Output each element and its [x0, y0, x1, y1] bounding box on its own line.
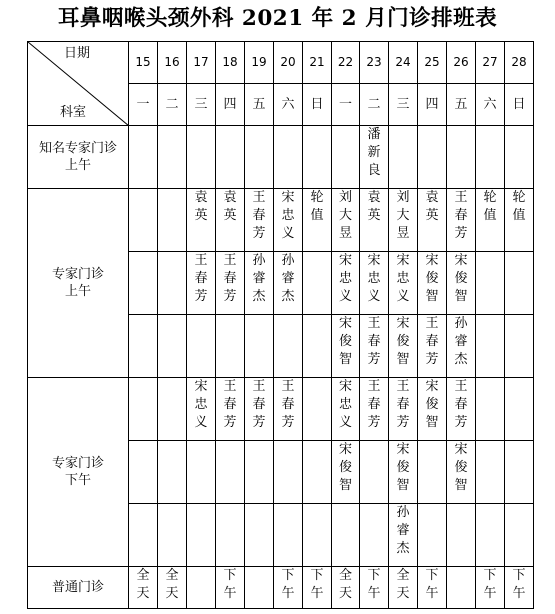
expert-pm-cell — [476, 378, 505, 441]
expert-am-cell — [216, 252, 245, 315]
expert-am-cell — [360, 252, 389, 315]
expert-pm-cell — [129, 441, 158, 504]
date-cell — [187, 42, 216, 84]
date-text: 20 — [280, 55, 296, 69]
expert-am-text: 宋忠义 — [339, 253, 353, 304]
famous-expert-cell — [129, 126, 158, 189]
weekday-cell — [505, 84, 534, 126]
expert-pm-cell — [158, 378, 187, 441]
expert-pm-cell — [389, 378, 418, 441]
general-clinic-text: 下午 — [281, 568, 295, 601]
expert-pm-cell — [245, 441, 274, 504]
expert-pm-cell — [245, 378, 274, 441]
famous-expert-cell — [216, 126, 245, 189]
expert-am-label-line2: 上午 — [64, 284, 91, 299]
expert-pm-cell — [389, 504, 418, 567]
weekday-cell — [332, 84, 360, 126]
famous-expert-cell — [332, 126, 360, 189]
expert-pm-cell — [332, 441, 360, 504]
famous-expert-text: 潘新良 — [367, 127, 381, 178]
expert-pm-text: 宋俊智 — [396, 442, 410, 493]
date-cell — [303, 42, 332, 84]
expert-am-cell — [332, 315, 360, 378]
expert-pm-cell — [332, 378, 360, 441]
date-cell — [389, 42, 418, 84]
expert-am-text: 宋俊智 — [454, 253, 468, 304]
page-title: 耳鼻咽喉头颈外科 2021 年 2 月门诊排班表 — [57, 6, 498, 31]
expert-am-label-line1: 专家门诊 — [51, 267, 104, 282]
weekday-cell — [274, 84, 303, 126]
famous-expert-cell — [418, 126, 447, 189]
expert-am-text: 宋忠义 — [396, 253, 410, 304]
expert-am-cell — [187, 252, 216, 315]
weekday-cell — [303, 84, 332, 126]
date-text: 26 — [453, 55, 469, 69]
expert-am-cell — [274, 252, 303, 315]
expert-pm-label-line1: 专家门诊 — [51, 456, 104, 471]
expert-pm-cell — [418, 504, 447, 567]
expert-pm-cell — [187, 441, 216, 504]
expert-am-cell — [360, 315, 389, 378]
expert-am-text: 宋忠义 — [367, 253, 381, 304]
expert-am-text: 孙睿杰 — [252, 253, 266, 304]
weekday-text: 二 — [165, 97, 179, 112]
general-clinic-cell — [158, 567, 187, 609]
date-text: 23 — [366, 55, 382, 69]
expert-am-text: 王春芳 — [252, 190, 266, 241]
expert-pm-cell — [505, 441, 534, 504]
date-text: 22 — [337, 55, 354, 69]
expert-pm-text: 宋俊智 — [425, 379, 439, 430]
weekday-text: 五 — [252, 97, 266, 112]
date-text: 15 — [135, 55, 151, 69]
famous-expert-cell — [303, 126, 332, 189]
general-clinic-text: 下午 — [512, 568, 526, 601]
general-clinic-text: 下午 — [310, 568, 324, 601]
expert-pm-cell — [216, 504, 245, 567]
general-clinic-cell — [216, 567, 245, 609]
expert-pm-text: 王春芳 — [252, 379, 266, 430]
weekday-text: 三 — [396, 97, 410, 112]
date-text: 28 — [511, 55, 527, 69]
expert-am-text: 刘大昱 — [339, 190, 353, 241]
expert-am-text: 袁英 — [425, 190, 439, 223]
expert-am-cell — [158, 252, 187, 315]
expert-pm-text: 宋忠义 — [194, 379, 208, 430]
header-corner — [28, 42, 129, 126]
expert-pm-cell — [129, 378, 158, 441]
date-cell — [274, 42, 303, 84]
weekday-cell — [360, 84, 389, 126]
famous-expert-cell — [245, 126, 274, 189]
expert-am-text: 王春芳 — [223, 253, 237, 304]
general-clinic-cell — [447, 567, 476, 609]
famous-expert-cell — [274, 126, 303, 189]
expert-am-cell — [505, 252, 534, 315]
expert-pm-text: 宋俊智 — [454, 442, 468, 493]
weekday-text: 三 — [194, 97, 208, 112]
expert-am-text: 轮值 — [512, 190, 526, 223]
expert-am-cell — [303, 189, 332, 252]
famous-expert-cell — [360, 126, 389, 189]
weekday-cell — [187, 84, 216, 126]
expert-am-cell — [389, 189, 418, 252]
expert-am-cell — [129, 189, 158, 252]
date-cell — [360, 42, 389, 84]
expert-am-cell — [187, 315, 216, 378]
general-clinic-label: 普通门诊 — [28, 567, 129, 609]
expert-am-cell — [505, 189, 534, 252]
date-cell — [332, 42, 360, 84]
expert-pm-text: 宋俊智 — [339, 442, 353, 493]
expert-pm-text: 王春芳 — [396, 379, 410, 430]
expert-pm-cell — [447, 441, 476, 504]
expert-am-text: 刘大昱 — [396, 190, 410, 241]
weekday-text: 四 — [425, 97, 439, 112]
weekday-text: 二 — [367, 97, 381, 112]
weekday-cell — [129, 84, 158, 126]
date-text: 21 — [309, 55, 325, 69]
expert-pm-text: 孙睿杰 — [396, 505, 410, 556]
expert-am-text: 王春芳 — [425, 316, 439, 367]
expert-am-cell — [389, 252, 418, 315]
expert-pm-cell — [303, 441, 332, 504]
famous-expert-cell — [505, 126, 534, 189]
general-clinic-text: 全天 — [396, 568, 410, 601]
expert-am-cell — [129, 315, 158, 378]
expert-pm-cell — [360, 504, 389, 567]
expert-am-cell — [447, 315, 476, 378]
expert-pm-cell — [447, 504, 476, 567]
expert-am-cell — [476, 189, 505, 252]
expert-am-cell — [245, 189, 274, 252]
general-clinic-text: 下午 — [367, 568, 381, 601]
expert-am-cell — [447, 189, 476, 252]
expert-am-text: 王春芳 — [194, 253, 208, 304]
weekday-cell — [447, 84, 476, 126]
famous-expert-cell — [476, 126, 505, 189]
weekday-text: 六 — [281, 97, 295, 112]
expert-am-cell — [476, 252, 505, 315]
expert-am-text: 轮值 — [483, 190, 497, 223]
general-clinic-cell — [505, 567, 534, 609]
weekday-text: 日 — [512, 97, 526, 112]
expert-pm-cell — [389, 441, 418, 504]
expert-pm-cell — [216, 378, 245, 441]
famous-expert-label-line1: 知名专家门诊 — [38, 141, 117, 156]
expert-pm-cell — [447, 378, 476, 441]
expert-am-cell — [303, 252, 332, 315]
expert-pm-cell — [360, 378, 389, 441]
expert-pm-cell — [476, 441, 505, 504]
weekday-cell — [158, 84, 187, 126]
expert-am-cell — [303, 315, 332, 378]
general-clinic-cell — [476, 567, 505, 609]
date-cell — [216, 42, 245, 84]
expert-pm-cell — [332, 504, 360, 567]
expert-pm-cell — [187, 378, 216, 441]
expert-pm-cell — [158, 441, 187, 504]
expert-pm-cell — [505, 504, 534, 567]
date-text: 19 — [251, 55, 267, 69]
expert-am-cell — [360, 189, 389, 252]
weekday-text: 四 — [223, 97, 237, 112]
date-cell — [245, 42, 274, 84]
expert-am-cell — [332, 189, 360, 252]
expert-am-text: 宋俊智 — [425, 253, 439, 304]
corner-date-label: 日期 — [64, 46, 91, 61]
expert-am-text: 轮值 — [310, 190, 324, 223]
expert-am-text: 孙睿杰 — [454, 316, 468, 367]
expert-pm-cell — [129, 504, 158, 567]
general-clinic-text: 全天 — [339, 568, 353, 601]
date-cell — [505, 42, 534, 84]
expert-am-cell — [476, 315, 505, 378]
expert-am-cell — [129, 252, 158, 315]
expert-pm-text: 王春芳 — [454, 379, 468, 430]
expert-am-cell — [389, 315, 418, 378]
expert-am-text: 王春芳 — [454, 190, 468, 241]
expert-pm-cell — [303, 378, 332, 441]
date-text: 17 — [193, 55, 209, 69]
weekday-cell — [476, 84, 505, 126]
expert-pm-cell — [274, 504, 303, 567]
expert-am-cell — [274, 189, 303, 252]
expert-pm-text: 王春芳 — [367, 379, 381, 430]
date-cell — [129, 42, 158, 84]
date-text: 16 — [164, 55, 180, 69]
expert-pm-cell — [505, 378, 534, 441]
expert-am-cell — [505, 315, 534, 378]
weekday-text: 一 — [338, 97, 352, 112]
expert-am-text: 孙睿杰 — [281, 253, 295, 304]
expert-am-text: 袁英 — [194, 190, 208, 223]
general-clinic-cell — [129, 567, 158, 609]
expert-am-text: 宋忠义 — [281, 190, 295, 241]
famous-expert-label-line2: 上午 — [64, 158, 91, 173]
general-clinic-cell — [245, 567, 274, 609]
expert-am-cell — [216, 315, 245, 378]
expert-pm-cell — [158, 504, 187, 567]
expert-am-text: 袁英 — [223, 190, 237, 223]
expert-pm-text: 王春芳 — [223, 379, 237, 430]
expert-pm-cell — [303, 504, 332, 567]
expert-pm-cell — [274, 378, 303, 441]
expert-am-cell — [187, 189, 216, 252]
expert-pm-cell — [476, 504, 505, 567]
expert-pm-label — [28, 378, 129, 567]
expert-am-cell — [245, 252, 274, 315]
general-clinic-cell — [332, 567, 360, 609]
date-text: 27 — [482, 55, 498, 69]
date-cell — [476, 42, 505, 84]
famous-expert-cell — [447, 126, 476, 189]
general-clinic-cell — [418, 567, 447, 609]
general-clinic-text: 下午 — [483, 568, 497, 601]
date-text: 25 — [424, 55, 440, 69]
general-clinic-text: 下午 — [223, 568, 237, 601]
expert-am-cell — [274, 315, 303, 378]
expert-am-text: 宋俊智 — [396, 316, 410, 367]
famous-expert-label — [28, 126, 129, 189]
date-cell — [158, 42, 187, 84]
famous-expert-cell — [389, 126, 418, 189]
weekday-cell — [389, 84, 418, 126]
general-clinic-cell — [389, 567, 418, 609]
expert-am-cell — [158, 189, 187, 252]
general-clinic-text: 全天 — [165, 568, 179, 601]
weekday-cell — [216, 84, 245, 126]
expert-am-cell — [447, 252, 476, 315]
expert-pm-cell — [418, 441, 447, 504]
expert-am-cell — [245, 315, 274, 378]
famous-expert-cell — [187, 126, 216, 189]
general-clinic-text: 全天 — [136, 568, 150, 601]
expert-am-cell — [332, 252, 360, 315]
expert-pm-label-line2: 下午 — [64, 473, 91, 488]
general-clinic-cell — [360, 567, 389, 609]
date-cell — [418, 42, 447, 84]
expert-am-cell — [418, 252, 447, 315]
general-clinic-cell — [303, 567, 332, 609]
weekday-cell — [418, 84, 447, 126]
expert-am-cell — [418, 315, 447, 378]
general-clinic-cell — [187, 567, 216, 609]
expert-am-label — [28, 189, 129, 378]
expert-am-cell — [418, 189, 447, 252]
expert-pm-cell — [274, 441, 303, 504]
date-text: 18 — [222, 55, 238, 69]
weekday-text: 六 — [483, 97, 497, 112]
famous-expert-cell — [158, 126, 187, 189]
weekday-text: 五 — [454, 97, 468, 112]
expert-am-text: 袁英 — [367, 190, 381, 223]
expert-pm-text: 王春芳 — [281, 379, 295, 430]
expert-pm-cell — [187, 504, 216, 567]
expert-pm-text: 宋忠义 — [339, 379, 353, 430]
expert-pm-cell — [245, 504, 274, 567]
schedule-table — [27, 41, 534, 609]
expert-am-text: 王春芳 — [367, 316, 381, 367]
expert-am-text: 宋俊智 — [339, 316, 353, 367]
weekday-text: 一 — [136, 97, 150, 112]
date-cell — [447, 42, 476, 84]
expert-pm-cell — [418, 378, 447, 441]
expert-am-cell — [216, 189, 245, 252]
weekday-cell — [245, 84, 274, 126]
expert-pm-cell — [216, 441, 245, 504]
weekday-text: 日 — [310, 97, 324, 112]
general-clinic-text: 下午 — [425, 568, 439, 601]
date-text: 24 — [395, 55, 411, 69]
expert-pm-cell — [360, 441, 389, 504]
expert-am-cell — [158, 315, 187, 378]
general-clinic-cell — [274, 567, 303, 609]
corner-dept-label: 科室 — [60, 105, 87, 120]
